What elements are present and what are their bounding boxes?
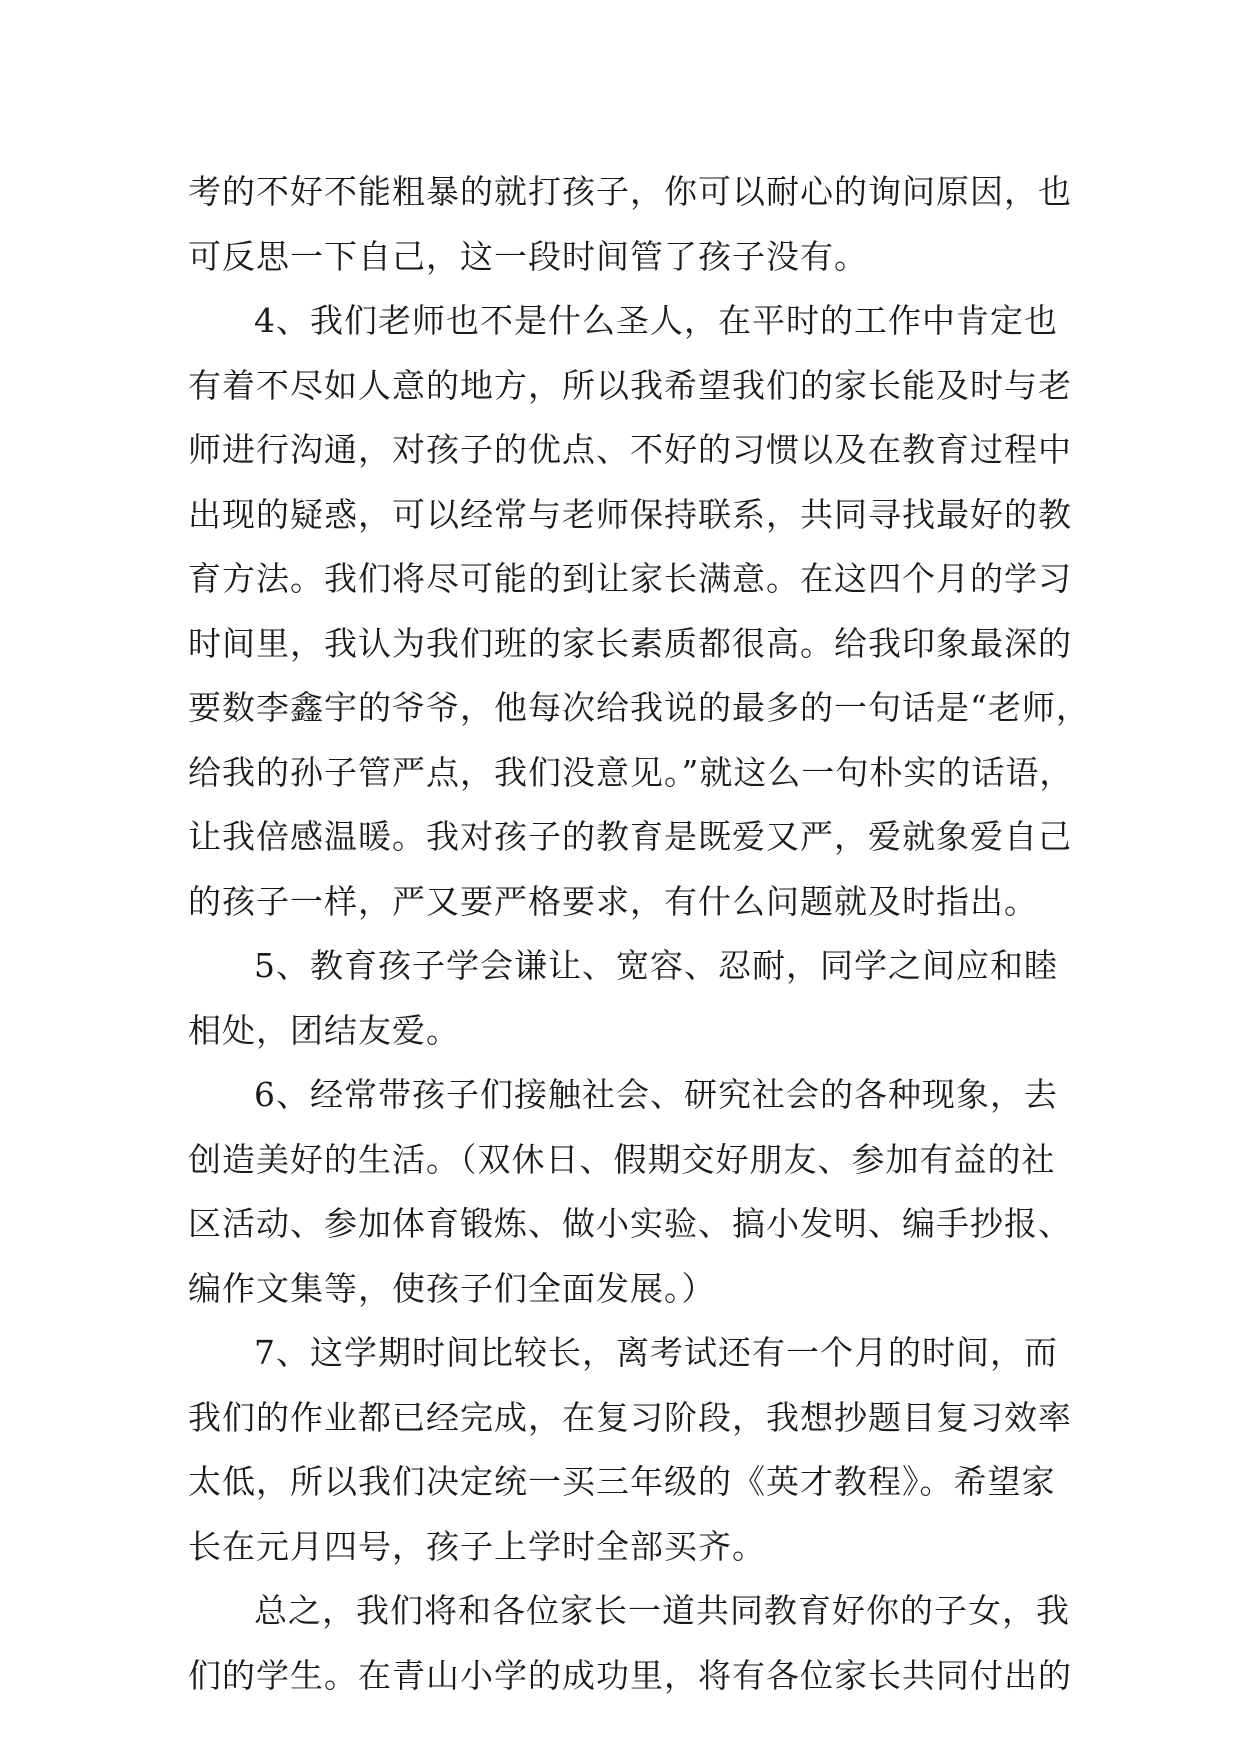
text-line: 给我的孙子管严点，我们没意见。”就这么一句朴实的话语， — [188, 752, 1074, 792]
text-line: 育方法。我们将尽可能的到让家长满意。在这四个月的学习 — [188, 559, 1072, 598]
text-line: 们的学生。在青山小学的成功里，将有各位家长共同付出的 — [188, 1655, 1072, 1695]
text-line: 要数李鑫宇的爷爷，他每次给我说的最多的一句话是“老师， — [188, 688, 1090, 727]
text-line: 5、教育孩子学会谦让、宽容、忍耐，同学之间应和睦 — [254, 946, 1058, 985]
text-line: 可反思一下自己，这一段时间管了孩子没有。 — [188, 236, 868, 276]
text-line: 4、我们老师也不是什么圣人，在平时的工作中肯定也 — [254, 301, 1058, 340]
text-line: 太低，所以我们决定统一买三年级的《英才教程》。希望家 — [188, 1462, 1056, 1501]
text-line: 长在元月四号，孩子上学时全部买齐。 — [188, 1526, 766, 1566]
text-line: 考的不好不能粗暴的就打孩子，你可以耐心的询问原因，也 — [188, 172, 1072, 211]
text-line: 出现的疑惑，可以经常与老师保持联系，共同寻找最好的教 — [188, 494, 1072, 534]
text-line: 6、经常带孩子们接触社会、研究社会的各种现象，去 — [254, 1075, 1058, 1114]
text-line: 师进行沟通，对孩子的优点、不好的习惯以及在教育过程中 — [188, 430, 1072, 469]
text-line: 让我倍感温暖。我对孩子的教育是既爱又严，爱就象爱自己 — [188, 817, 1072, 856]
text-line: 总之，我们将和各位家长一道共同教育好你的子女，我 — [254, 1591, 1070, 1630]
text-line: 区活动、参加体育锻炼、做小实验、搞小发明、编手抄报、 — [188, 1204, 1072, 1243]
text-line: 相处，团结友爱。 — [188, 1010, 460, 1050]
text-line: 的孩子一样，严又要严格要求，有什么问题就及时指出。 — [188, 881, 1038, 921]
text-line: 有着不尽如人意的地方，所以我希望我们的家长能及时与老 — [188, 365, 1072, 405]
text-line: 7、这学期时间比较长，离考试还有一个月的时间，而 — [254, 1333, 1058, 1372]
text-line: 创造美好的生活。（双休日、假期交好朋友、参加有益的社 — [188, 1139, 1056, 1179]
text-line: 时间里，我认为我们班的家长素质都很高。给我印象最深的 — [188, 623, 1072, 663]
document-body — [188, 160, 1088, 1708]
text-line: 我们的作业都已经完成，在复习阶段，我想抄题目复习效率 — [188, 1397, 1072, 1437]
text-line: 编作文集等，使孩子们全面发展。） — [188, 1268, 716, 1308]
